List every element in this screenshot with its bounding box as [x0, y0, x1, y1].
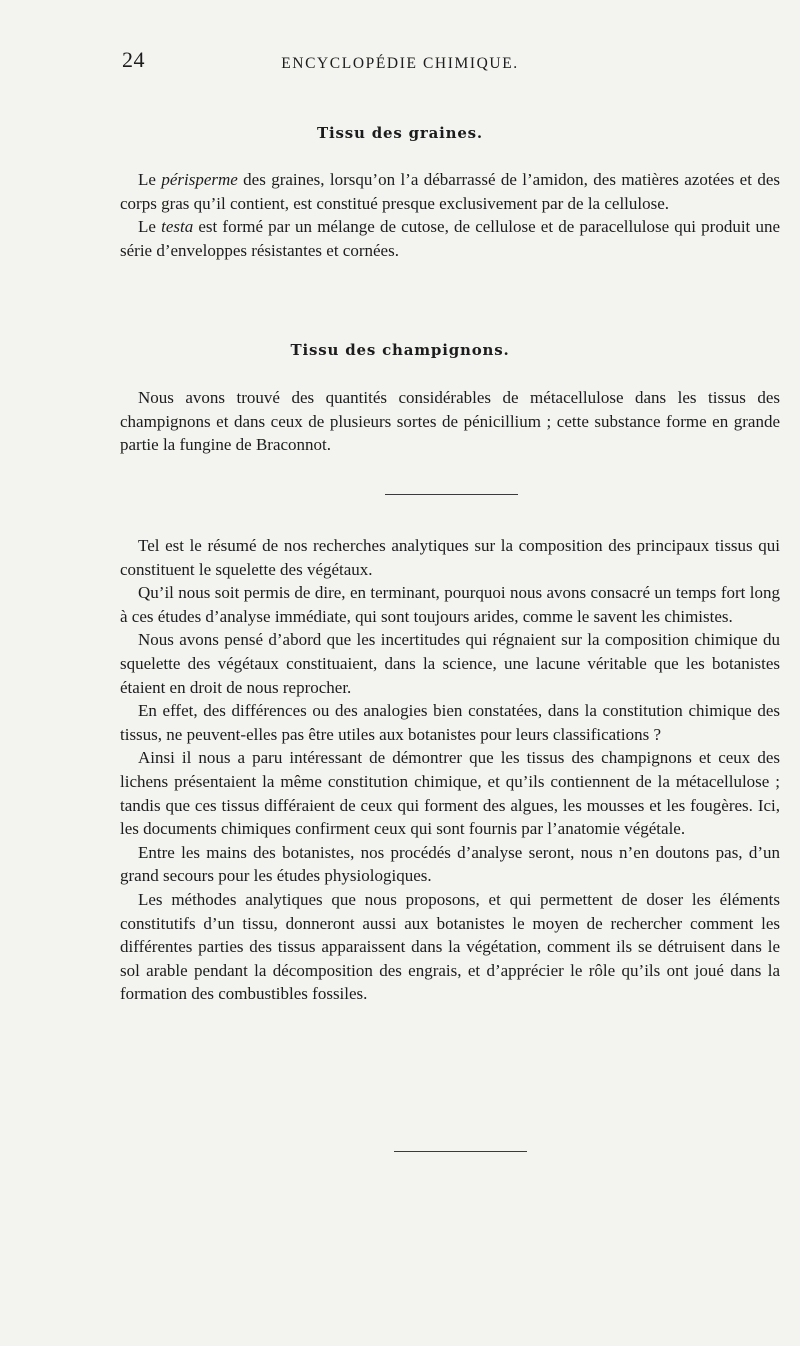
- term-testa: testa: [161, 217, 194, 237]
- paragraph: En effet, des différences ou des analogies bien constatées, dans la constitution chimique des tissus, ne peuvent-elles pas être utiles aux botanistes pour leurs classifications ?: [120, 701, 780, 744]
- paragraph-testa: [120, 215, 780, 262]
- end-rule: [394, 1151, 527, 1152]
- section-title-champignons: Tissu des champignons.: [290, 341, 510, 359]
- section-champignons-body: [120, 386, 780, 457]
- paragraph: Ainsi il nous a paru intéressant de démontrer que les tissus des champignons et ceux des lichens présentaient la même constitution chimique, et qu’ils contiennent de la métacellulose ; tandis que ces tissus différaient de ceux qui forment des algues, les mousses et les fougères. Ici, les documents chimiques confirment ceux qui sont fournis par l’anatomie végétale.: [120, 748, 780, 839]
- page-number: 24: [122, 47, 145, 72]
- term-perisperme: périsperme: [161, 170, 238, 189]
- section-graines-body: [120, 168, 780, 262]
- paragraph: Entre les mains des botanistes, nos procédés d’analyse seront, nous n’en doutons pas, d’un grand secours pour les études physiologiques.: [120, 842, 780, 886]
- separator-rule: [385, 494, 518, 495]
- paragraph: Nous avons pensé d’abord que les incertitudes qui régnaient sur la composition chimique du squelette des végétaux constituaient, dans la science, une lacune véritable que les botanistes étaient en droit de nous reprocher.: [120, 630, 780, 697]
- section-title-graines: Tissu des graines.: [317, 124, 483, 142]
- running-head: ENCYCLOPÉDIE CHIMIQUE.: [281, 55, 519, 72]
- paragraph-champignons: Nous avons trouvé des quantités considérables de métacellulose dans les tissus des champignons et dans ceux de plusieurs sortes de pénicillium ; cette substance forme en grande partie la fungine de Braconnot.: [120, 388, 780, 455]
- paragraph: Tel est le résumé de nos recherches analytiques sur la composition des principaux tissus qui constituent le squelette des végétaux.: [120, 536, 780, 579]
- conclusion-body: [120, 534, 780, 1006]
- paragraph: Qu’il nous soit permis de dire, en terminant, pourquoi nous avons consacré un temps fort long à ces études d’analyse immédiate, qui sont toujours arides, comme le savent les chimistes.: [120, 583, 780, 626]
- text-fragment: est formé par un mélange de cutose, de cellulose et de paracellulose qui produit une série d’enveloppes résistantes et cornées.: [120, 217, 780, 260]
- paragraph-perisperme: [120, 168, 780, 215]
- text-fragment: Le: [138, 170, 162, 189]
- text-fragment: Le: [138, 217, 162, 237]
- text-fragment: des graines, lorsqu’on l’a débarrassé de l’amidon, des matières azotées et des corps gras qu’il contient, est constitué presque exclusivement par de la cellulose.: [120, 170, 780, 213]
- paragraph: Les méthodes analytiques que nous proposons, et qui permettent de doser les éléments constitutifs d’un tissu, donneront aussi aux botanistes le moyen de rechercher comment les différentes parties des tissus apparaissent dans la végétation, comment ils se détruisent dans le sol arable pendant la décomposition des engrais, et d’apprécier le rôle qu’ils ont joué dans la formation des combustibles fossiles.: [120, 889, 780, 1004]
